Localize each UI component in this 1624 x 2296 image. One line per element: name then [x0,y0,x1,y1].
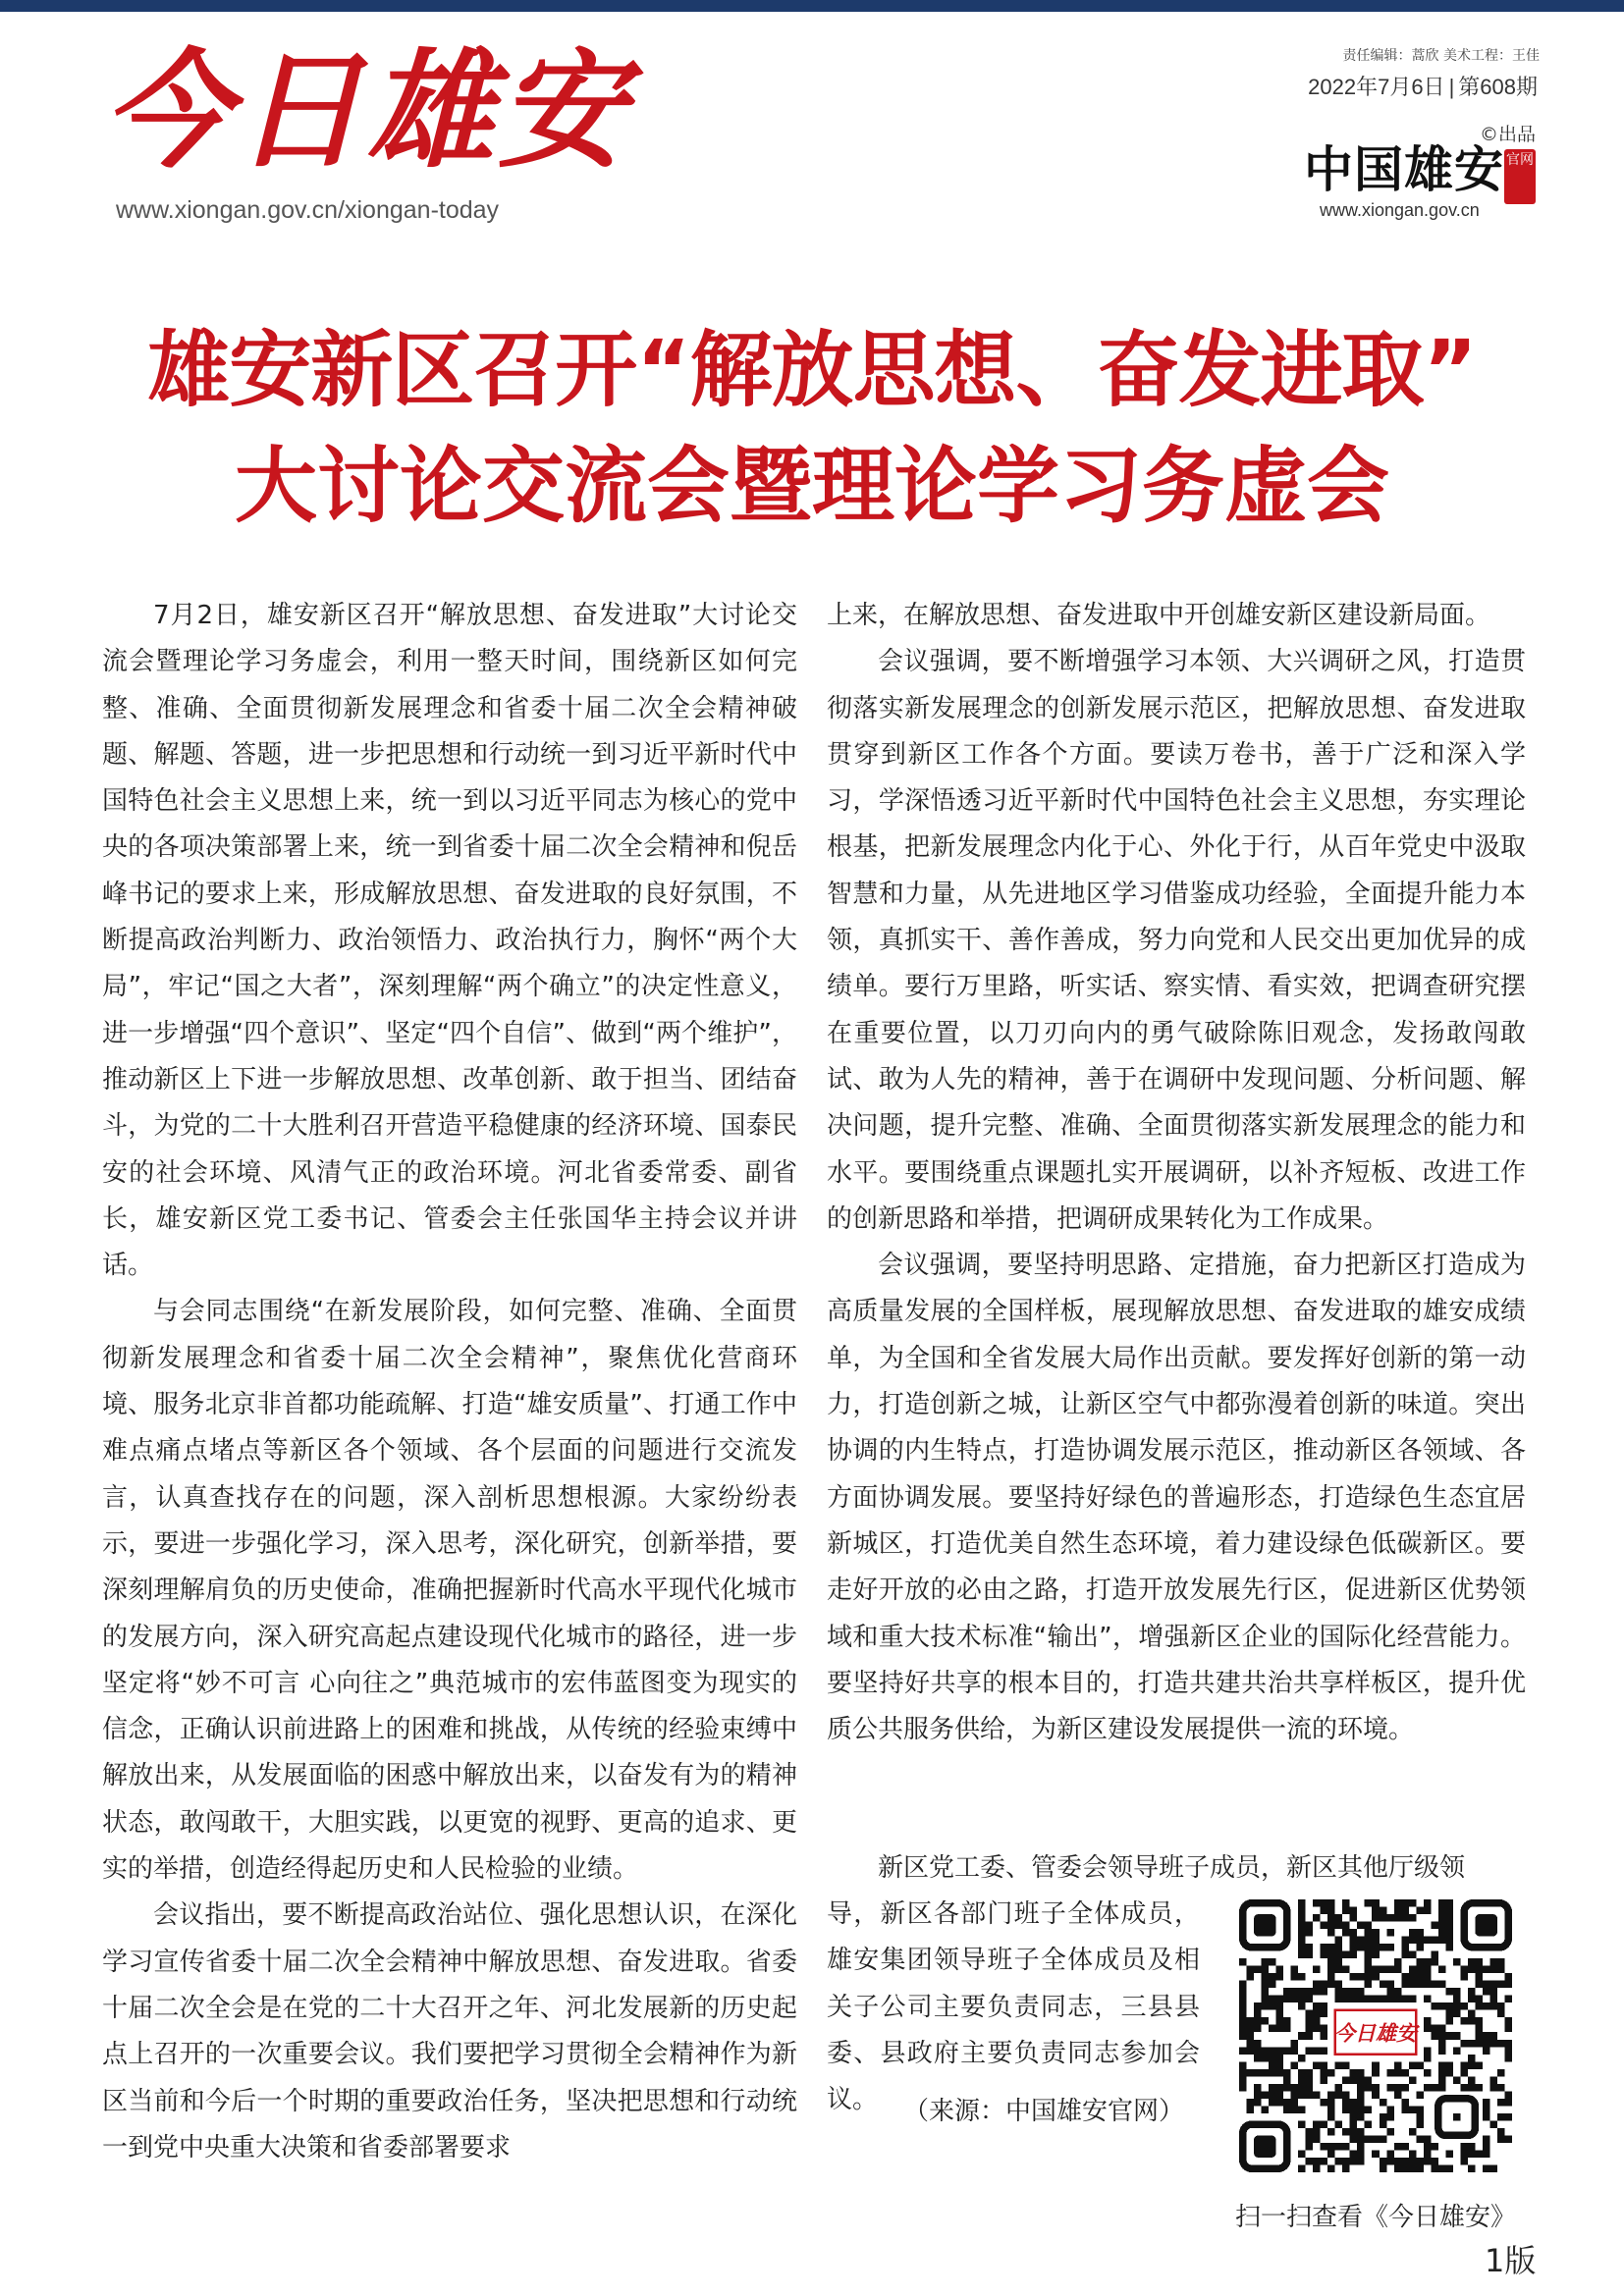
issue-separator: | [1448,75,1455,99]
issue-date: 2022年7月6日 [1308,75,1445,99]
top-bar [0,0,1624,12]
brand-seal: 官网 [1504,149,1536,204]
article-column-left [102,593,797,2171]
closing-paragraph: 导，新区各部门班子全体成员，雄安集团领导班子全体成员及相关子公司主要负责同志，三县县委、县政府主要负责同志参加会议。 [827,1899,1200,2115]
qr-caption: 扫一扫查看《今日雄安》 [1235,2203,1517,2232]
issue-info [1306,71,1540,101]
closing-first-line: 新区党工委、管委会领导班子成员，新区其他厅级领 [878,1853,1466,1883]
paragraph: 会议强调，要不断增强学习本领、大兴调研之风，打造贯彻落实新发展理念的创新发展示范区，把解放思想、奋发进取贯穿到新区工作各个方面。要读万卷书，善于广泛和深入学习，学深悟透习近平新时代中国特色社会主义思想，夯实理论根基，把新发展理念内化于心、外化于行，从百年党史中汲取智慧和力量，从先进地区学习借鉴成功经验，全面提升能力本领，真抓实干、善作善成，努力向党和人民交出更加优异的成绩单。要行万里路，听实话、察实情、看实效，把调查研究摆在重要位置，以刀刃向内的勇气破除陈旧观念，发扬敢闯敢试、敢为人先的精神，善于在调研中发现问题、分析问题、解决问题，提升完整、准确、全面贯彻落实新发展理念的能力和水平。要围绕重点课题扎实开展调研，以补齐短板、改进工作的创新思路和举措，把调研成果转化为工作成果。 [827,647,1526,1234]
headline-line-2: 大讨论交流会暨理论学习务虚会 [234,438,1389,534]
producer-mark: ©出品 [1479,124,1536,145]
qr-center-label: 今日雄安 [1333,2020,1418,2046]
masthead-title: 今日雄安 [103,35,630,186]
article-source: （来源：中国雄安官网） [903,2097,1185,2126]
headline-line-1: 雄安新区召开“解放思想、奋发进取” [147,322,1477,418]
masthead-url[interactable]: www.xiongan.gov.cn/xiongan-today [116,196,500,224]
page-number: 1版 [1485,2242,1537,2279]
article-column-right [827,593,1526,1753]
paragraph: 会议强调，要坚持明思路、定措施，奋力把新区打造成为高质量发展的全国样板，展现解放思想、奋发进取的雄安成绩单，为全国和全省发展大局作出贡献。要发挥好创新的第一动力，打造创新之城，让新区空气中都弥漫着创新的味道。突出协调的内生特点，打造协调发展示范区，推动新区各领域、各方面协调发展。要坚持好绿色的普遍形态，打造绿色生态宜居新城区，打造优美自然生态环境，着力建设绿色低碳新区。要走好开放的必由之路，打造开放发展先行区，促进新区优势领域和重大技术标准“输出”，增强新区企业的国际化经营能力。要坚持好共享的根本目的，打造共建共治共享样板区，提升优质公共服务供给，为新区建设发展提供一流的环境。 [827,1251,1526,1745]
issue-number: 第608期 [1458,75,1538,99]
brand-logo: 中国雄安 [1304,140,1504,198]
qr-code[interactable] [1239,1899,1512,2172]
paragraph: 会议指出，要不断提高政治站位、强化思想认识，在深化学习宣传省委十届二次全会精神中解放思想、奋发进取。省委十届二次全会是在党的二十大召开之年、河北发展新的历史起点上召开的一次重要会议。我们要把学习贯彻全会精神作为新区当前和今后一个时期的重要政治任务，坚决把思想和行动统一到党中央重大决策和省委部署要求 [102,1900,797,2163]
paragraph-continuation: 上来，在解放思想、奋发进取中开创雄安新区建设新局面。 [827,601,1491,630]
paragraph: 与会同志围绕“在新发展阶段，如何完整、准确、全面贯彻新发展理念和省委十届二次全会精神”，聚焦优化营商环境、服务北京非首都功能疏解、打造“雄安质量”、打通工作中难点痛点堵点等新区各个领域、各个层面的问题进行交流发言，认真查找存在的问题，深入剖析思想根源。大家纷纷表示，要进一步强化学习，深入思考，深化研究，创新举措，要深刻理解肩负的历史使命，准确把握新时代高水平现代化城市的发展方向，深入研究高起点建设现代化城市的路径，进一步坚定将“妙不可言 心向往之”典范城市的宏伟蓝图变为现实的信念，正确认识前进路上的困难和挑战，从传统的经验束缚中解放出来，从发展面临的困惑中解放出来，以奋发有为的精神状态，敢闯敢干，大胆实践，以更宽的视野、更高的追求、更实的举措，创造经得起历史和人民检验的业绩。 [102,1297,797,1885]
brand-url[interactable]: www.xiongan.gov.cn [1320,200,1480,220]
paragraph: 7月2日，雄安新区召开“解放思想、奋发进取”大讨论交流会暨理论学习务虚会，利用一整天时间，围绕新区如何完整、准确、全面贯彻新发展理念和省委十届二次全会精神破题、解题、答题，进一步把思想和行动统一到习近平新时代中国特色社会主义思想上来，统一到以习近平同志为核心的党中央的各项决策部署上来，统一到省委十届二次全会精神和倪岳峰书记的要求上来，形成解放思想、奋发进取的良好氛围，不断提高政治判断力、政治领悟力、政治执行力，胸怀“两个大局”，牢记“国之大者”，深刻理解“两个确立”的决定性意义，进一步增强“四个意识”、坚定“四个自信”、做到“两个维护”，推动新区上下进一步解放思想、改革创新、敢于担当、团结奋斗，为党的二十大胜利召开营造平稳健康的经济环境、国泰民安的社会环境、风清气正的政治环境。河北省委常委、副省长，雄安新区党工委书记、管委会主任张国华主持会议并讲话。 [102,601,797,1281]
editors-credit: 责任编辑：蒿欣 美术工程：王佳 [1342,48,1540,64]
